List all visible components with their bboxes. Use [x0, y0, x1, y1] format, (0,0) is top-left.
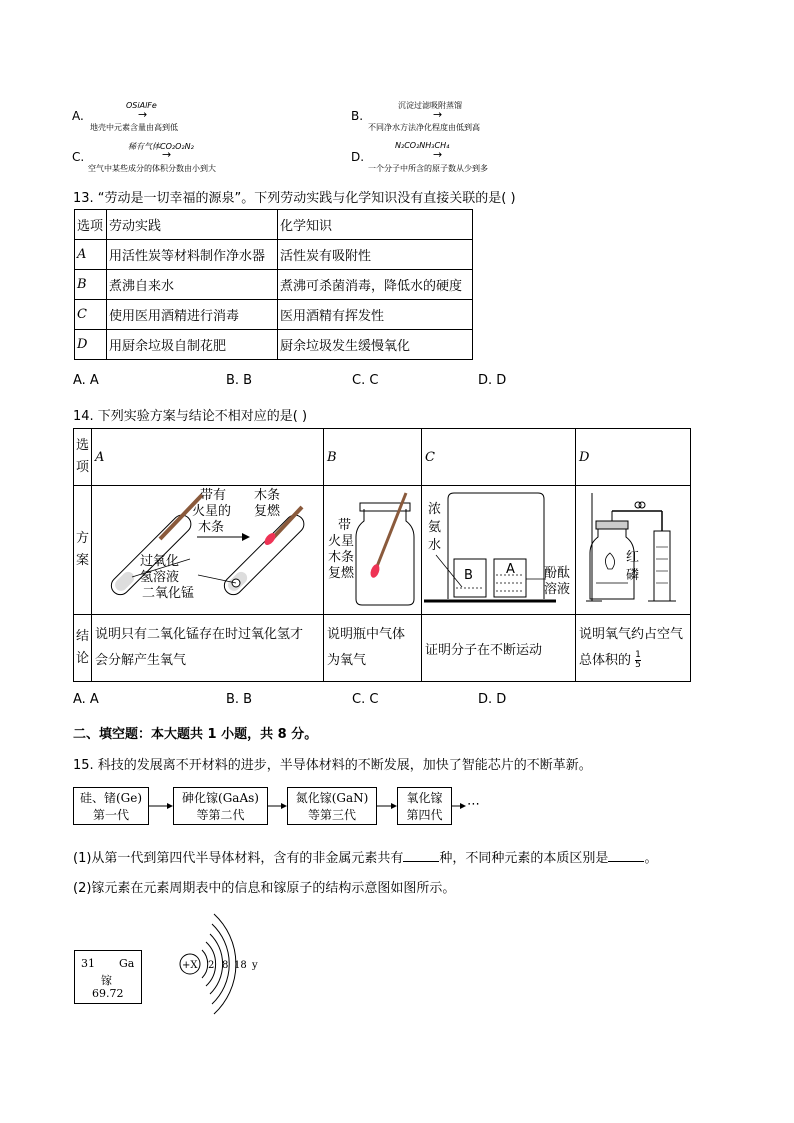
q12-d-bottom: 一个分子中所含的原子数从少到多 — [368, 164, 488, 173]
fig-a-label: 过氧化 — [140, 553, 180, 569]
q12-a-letter: A. — [72, 109, 84, 123]
chain-arrows — [149, 800, 399, 812]
atom-shell: 2 — [208, 960, 215, 971]
table-cell: B — [75, 270, 107, 300]
q15-sub1-b: 种，不同种元素的本质区别是 — [439, 851, 609, 866]
atom-shell: 8 — [222, 960, 229, 971]
table-cell: 厨余垃圾发生缓慢氧化 — [278, 330, 473, 360]
q12-b-bottom: 不同净水方法净化程度由低到高 — [368, 123, 480, 132]
chain-line: 等第三代 — [307, 808, 356, 822]
table-row — [74, 429, 691, 486]
table-row — [75, 240, 473, 270]
fig-a-label: 带有 — [200, 487, 227, 503]
q14-fig-d-cell — [576, 486, 691, 615]
conclusion-d-line2: 总体积的 — [579, 653, 632, 668]
atom-shell: y — [252, 960, 258, 971]
table-row — [75, 210, 473, 240]
q14-plan-label: 方案 — [74, 486, 92, 615]
chain-arrow-4 — [452, 800, 466, 812]
table-cell: 煮沸可杀菌消毒，降低水的硬度 — [278, 270, 473, 300]
q14-fig-b-cell — [324, 486, 422, 615]
fig-a-label: 氢溶液 — [140, 569, 180, 585]
fig-a-label: 火星的 — [192, 503, 232, 519]
fig-c-label: 水 — [428, 537, 442, 553]
fig-c-label: 氨 — [428, 519, 442, 535]
q12-a-arrow: → — [138, 108, 148, 121]
q12-b-letter: B. — [351, 109, 364, 123]
q13-choice-d: D. D — [478, 373, 507, 388]
q15-sub1-a: (1)从第一代到第四代半导体材料，含有的非金属元素共有 — [73, 851, 404, 866]
chain-line: 氧化镓 — [406, 791, 443, 805]
q14-fig-a — [92, 487, 323, 614]
table-cell — [576, 615, 691, 682]
q14-fig-b — [324, 487, 421, 614]
q14-choice-a: A. A — [73, 692, 99, 707]
table-cell: 用活性炭等材料制作净水器 — [107, 240, 278, 270]
q14-stem: 14. 下列实验方案与结论不相对应的是( ) — [73, 409, 308, 424]
answer-blank-2[interactable] — [608, 849, 644, 862]
conclusion-d-line1: 说明氧气约占空气 — [579, 627, 684, 642]
conclusion-a-line2: 会分解产生氧气 — [95, 653, 187, 668]
table-cell — [422, 615, 576, 682]
fraction-den: 5 — [635, 660, 641, 670]
table-cell: C — [422, 429, 576, 486]
chain-line: 等第二代 — [196, 808, 245, 822]
q14-opt-label: 选项 — [74, 429, 92, 486]
table-cell: D — [75, 330, 107, 360]
chain-box-1 — [73, 787, 149, 825]
table-header: 化学知识 — [278, 210, 473, 240]
q12-c-bottom: 空气中某些成分的体积分数由小到大 — [88, 164, 216, 173]
atom-shell: 18 — [234, 960, 247, 971]
fig-b-label: 带 — [338, 517, 352, 533]
table-row — [75, 270, 473, 300]
q13-choice-a: A. A — [73, 373, 99, 388]
fig-c-label: 溶液 — [544, 581, 571, 597]
q14-fig-c-cell — [422, 486, 576, 615]
fig-b-label: 木条 — [328, 549, 355, 565]
fig-c-label: 酚酞 — [544, 565, 571, 581]
fig-b-label: 复燃 — [328, 565, 355, 581]
table-cell — [324, 615, 422, 682]
q13-choice-c: C. C — [352, 373, 379, 388]
q12-d-top: N₂CO₂NH₃CH₄ — [395, 141, 450, 150]
q12-c-top: 稀有气体CO₂O₂N₂ — [128, 142, 194, 151]
table-cell: B — [324, 429, 422, 486]
atom-structure-diagram — [170, 908, 270, 1018]
q12-a-top: OSiAlFe — [126, 101, 157, 110]
table-cell: 用厨余垃圾自制花肥 — [107, 330, 278, 360]
fig-d-label: 磷 — [626, 567, 640, 583]
chain-line: 砷化镓(GaAs) — [182, 791, 259, 805]
q12-a-bottom: 地壳中元素含量由高到低 — [90, 123, 178, 132]
q14-choice-c: C. C — [352, 692, 379, 707]
table-row — [75, 330, 473, 360]
q14-choice-d: D. D — [478, 692, 507, 707]
conclusion-a-line1: 说明只有二氧化锰存在时过氧化氢才 — [95, 627, 304, 642]
table-cell: 煮沸自来水 — [107, 270, 278, 300]
fig-a-label: 二氧化锰 — [142, 585, 195, 601]
answer-blank-1[interactable] — [403, 849, 439, 862]
fig-c-label: A — [506, 561, 515, 577]
table-row — [75, 300, 473, 330]
table-cell: A — [92, 429, 324, 486]
table-cell: 活性炭有吸附性 — [278, 240, 473, 270]
q14-table — [73, 428, 691, 682]
element-mass: 69.72 — [92, 987, 124, 1000]
fig-d-label: 红 — [626, 549, 640, 565]
table-cell: A — [75, 240, 107, 270]
conclusion-c: 证明分子在不断运动 — [425, 642, 543, 658]
q13-table — [74, 209, 473, 360]
table-cell: D — [576, 429, 691, 486]
table-header: 劳动实践 — [107, 210, 278, 240]
q12-d-letter: D. — [351, 150, 365, 164]
q14-choice-b: B. B — [226, 692, 253, 707]
q12-b-arrow: → — [433, 108, 443, 121]
table-cell: 医用酒精有挥发性 — [278, 300, 473, 330]
table-header: 选项 — [75, 210, 107, 240]
fig-a-label: 木条 — [198, 519, 225, 535]
element-number: 31 — [81, 957, 95, 970]
element-name: 镓 — [101, 974, 112, 987]
chain-line: 氮化镓(GaN) — [295, 791, 369, 805]
q14-fig-a-cell — [92, 486, 324, 615]
fig-c-label: B — [464, 567, 473, 583]
conclusion-b-line1: 说明瓶中气体 — [327, 627, 406, 642]
q13-stem: 13. “劳动是一切幸福的源泉”。下列劳动实践与化学知识没有直接关联的是( ) — [73, 191, 516, 206]
chain-line: 第一代 — [92, 808, 129, 822]
conclusion-b-line2: 为氧气 — [327, 653, 367, 668]
table-row — [74, 486, 691, 615]
q12-c-arrow: → — [162, 148, 172, 161]
chain-ellipsis: ⋯ — [467, 797, 480, 812]
atom-nucleus: +X — [182, 960, 198, 971]
q12-c-letter: C. — [72, 150, 85, 164]
q12-d-arrow: → — [433, 148, 443, 161]
q14-fig-c — [422, 487, 575, 614]
element-card — [74, 950, 142, 1004]
fraction-num: 1 — [635, 650, 641, 660]
fig-b-label: 火星 — [328, 533, 355, 549]
fig-a-label: 复燃 — [254, 503, 281, 519]
fig-a-label: 木条 — [254, 487, 281, 503]
q15-stem: 15. 科技的发展离不开材料的进步，半导体材料的不断发展，加快了智能芯片的不断革新。 — [73, 758, 592, 773]
element-symbol: Ga — [119, 957, 135, 970]
chain-line: 第四代 — [406, 808, 443, 822]
q14-fig-d — [576, 487, 689, 614]
section-heading: 二、填空题：本大题共 1 小题，共 8 分。 — [73, 727, 318, 742]
fig-c-label: 浓 — [428, 501, 442, 517]
q13-choice-b: B. B — [226, 373, 253, 388]
q14-conc-label: 结论 — [74, 615, 92, 682]
chain-box-4 — [397, 787, 452, 825]
q15-sub1-c: 。 — [644, 851, 658, 866]
table-cell: C — [75, 300, 107, 330]
table-row — [74, 615, 691, 682]
q15-sub2: (2)镓元素在元素周期表中的信息和镓原子的结构示意图如图所示。 — [73, 881, 456, 896]
fraction — [635, 651, 641, 670]
q12-b-top: 沉淀过滤吸附蒸馏 — [398, 101, 462, 110]
chain-line: 硅、锗(Ge) — [79, 791, 143, 805]
q15-sub1 — [73, 847, 657, 866]
table-cell — [92, 615, 324, 682]
table-cell: 使用医用酒精进行消毒 — [107, 300, 278, 330]
